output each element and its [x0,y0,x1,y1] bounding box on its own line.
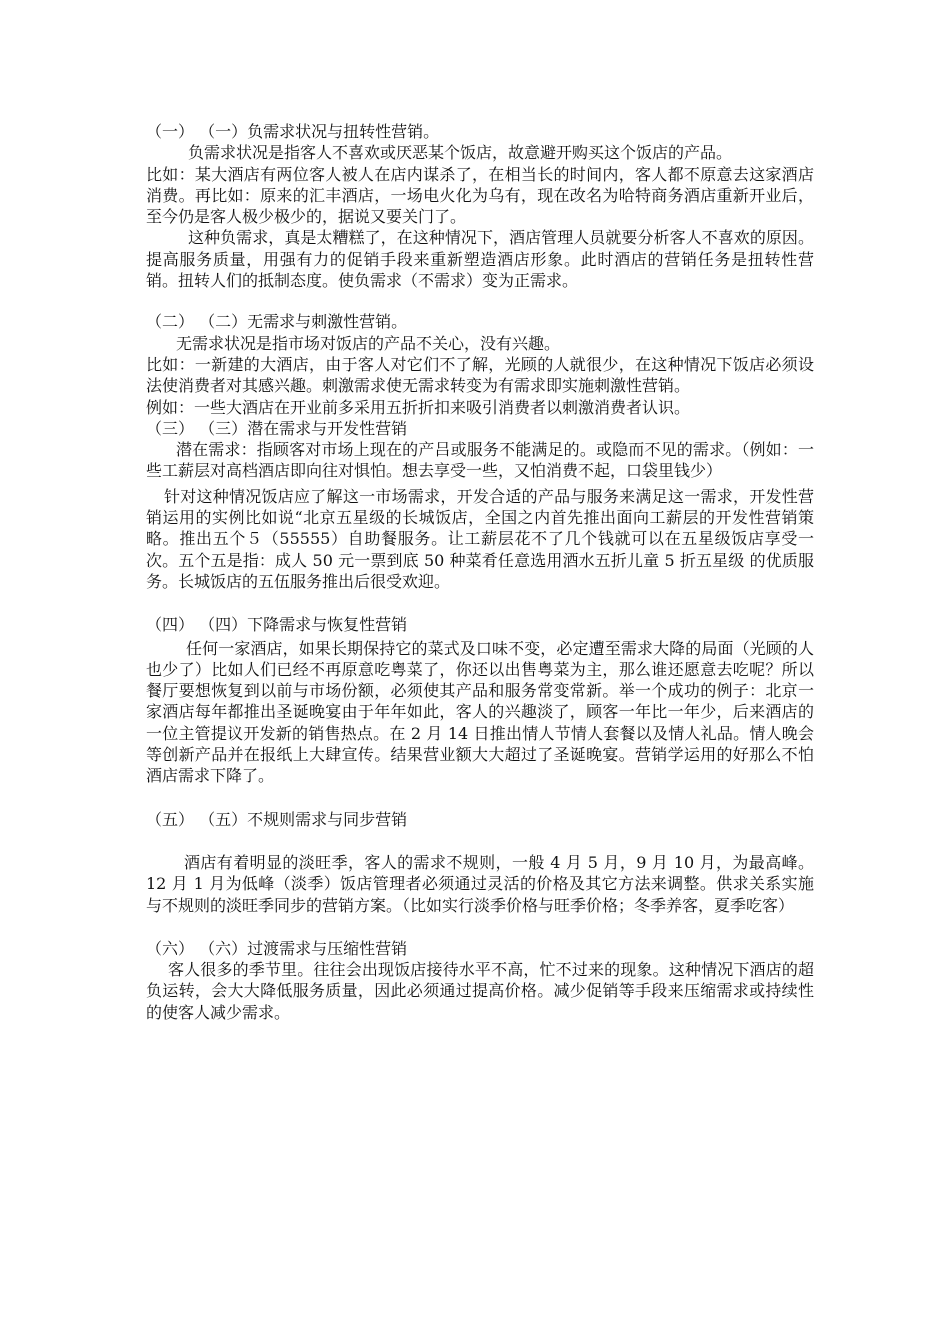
paragraph: 酒店有着明显的淡旺季，客人的需求不规则，一般 4 月 5 月，9 月 10 月，为最高峰。12 月 1 月为低峰（淡季）饭店管理者必须通过灵活的价格及其它方法来调整。供求关系实施与不规则的淡旺季同步的营销方案。（比如实行淡季价格与旺季价格；冬季养客，夏季吃客） [146,852,814,915]
paragraph: 这种负需求，真是太糟糕了，在这种情况下，酒店管理人员就要分析客人不喜欢的原因。提高服务质量，用强有力的促销手段来重新塑造酒店形象。此时酒店的营销任务是扭转性营销。扭转人们的抵制态度。使负需求（不需求）变为正需求。 [146,228,814,291]
paragraph: 潜在需求：指顾客对市场上现在的产吕或服务不能满足的。或隐而不见的需求。（例如：一些工薪层对高档酒店即向往对惧怕。想去享受一些，又怕消费不起，口袋里钱少） [146,440,814,481]
paragraph: 负需求状况是指客人不喜欢或厌恶某个饭店，故意避开购买这个饭店的产品。 [188,143,733,163]
paragraph-spacer [146,916,814,938]
section-heading-1: （一） （一）负需求状况与扭转性营销。 [146,122,440,141]
paragraph: 比如：一新建的大酒店，由于客人对它们不了解，光顾的人就很少，在这种情况下饭店必须设法使消费者对其感兴趣。刺激需求使无需求转变为有需求即实施刺激性营销。 [146,354,814,396]
paragraph: 例如：一些大酒店在开业前多采用五折折扣来吸引消费者以刺激消费者认识。 [146,397,691,417]
paragraph-spacer [146,592,814,614]
section-heading-4: （四） （四）下降需求与恢复性营销 [146,615,408,635]
paragraph-spacer [146,291,814,311]
paragraph-spacer [146,787,814,809]
document-body [146,121,814,1023]
section-heading-5: （五） （五）不规则需求与同步营销 [146,809,408,829]
paragraph: 比如：某大酒店有两位客人被人在店内谋杀了，在相当长的时间内，客人都不原意去这家酒店消费。再比如：原来的汇丰酒店，一场电火化为乌有，现在改名为哈特商务酒店重新开业后，至今仍是客人极少极少的，据说又要关门了。 [146,164,814,227]
paragraph: 无需求状况是指市场对饭店的产品不关心，没有兴趣。 [176,333,561,353]
section-heading-6: （六） （六）过渡需求与压缩性营销 [146,938,408,958]
section-heading-2: （二） （二）无需求与刺激性营销。 [146,312,408,332]
paragraph-spacer [146,830,814,852]
paragraph: 任何一家酒店，如果长期保持它的菜式及口味不变，必定遭至需求大降的局面（光顾的人也少了）比如人们已经不再原意吃粤菜了，你还以出售粤菜为主，那么谁还愿意去吃呢？所以餐厅要想恢复到以前与市场份额，必须使其产品和服务常变常新。举一个成功的例子：北京一家酒店每年都推出圣诞晚宴由于年年如此，客人的兴趣淡了，顾客一年比一年少，后来酒店的一位主管提议开发新的销售热点。在 2 月 14 日推出情人节情人套餐以及情人礼品。情人晚会等创新产品并在报纸上大肆宣传。结果营业额大大超过了圣诞晚宴。营销学运用的好那么不怕酒店需求下降了。 [146,638,814,786]
paragraph: 针对这种情况饭店应了解这一市场需求，开发合适的产品与服务来满足这一需求，开发性营销运用的实例比如说“北京五星级的长城饭店，全国之内首先推出面向工薪层的开发性营销策略。推出五个５（55555）自助餐服务。让工薪层花不了几个钱就可以在五星级饭店享受一次。五个五是指：成人 50 元一票到底 50 种菜肴任意选用酒水五折儿童 5 折五星级 的优质服务。长城饭店的五伍服务推出后很受欢迎。 [146,486,814,591]
section-heading-3: （三） （三）潜在需求与开发性营销 [146,418,408,438]
paragraph: 客人很多的季节里。往往会出现饭店接待水平不高，忙不过来的现象。这种情况下酒店的超负运转，会大大降低服务质量，因此必须通过提高价格。减少促销等手段来压缩需求或持续性的使客人减少需求。 [146,960,814,1022]
